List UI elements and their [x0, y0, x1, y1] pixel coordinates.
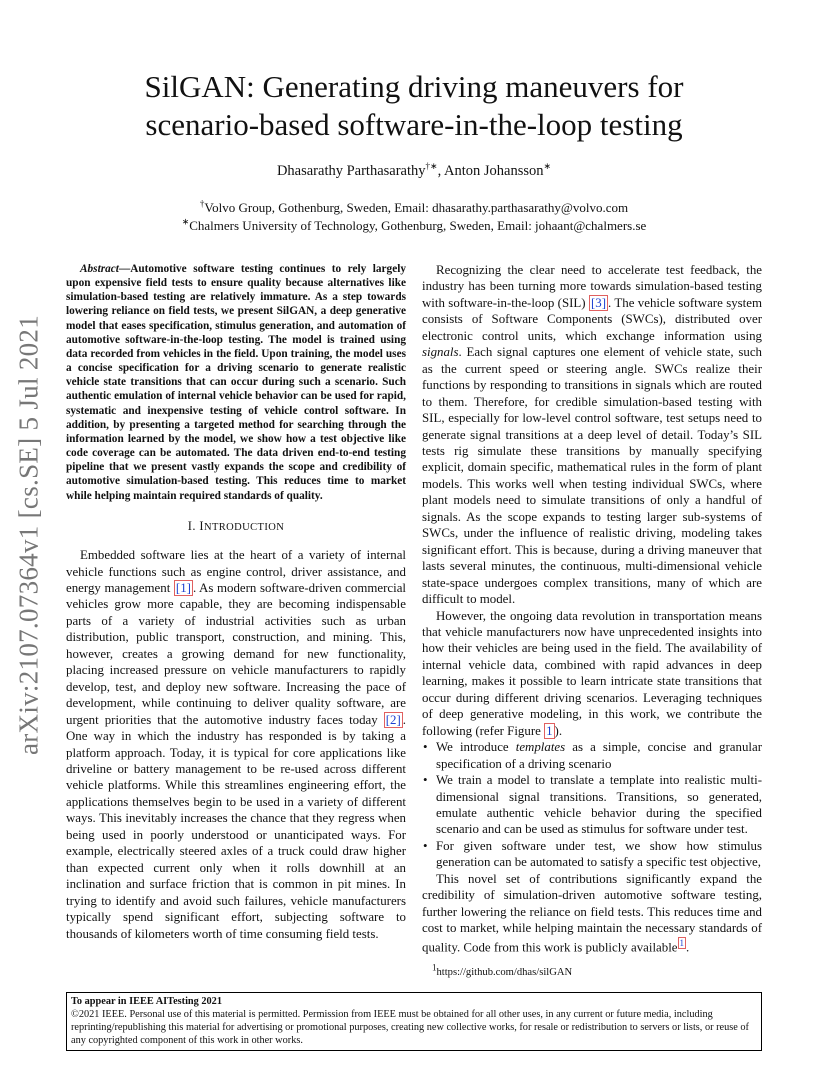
- left-column: [66, 262, 406, 942]
- list-item: [436, 739, 762, 772]
- aff1-mark: †: [199, 198, 205, 209]
- aff2-text: Chalmers University of Technology, Gothenburg, Sweden, Email: johaant@chalmers.se: [189, 218, 647, 233]
- list-item: • We train a model to translate a template into realistic multi-dimensional signal transitions. Transitions, so generated, emulate authentic vehicle behavior during the specified scenario and can be used as stimulus for software under test.: [436, 772, 762, 838]
- r1-text-a: Recognizing the clear need to accelerate test feedback, the industry has been turning more towards simulation-based testing with software-in-the-loop (SIL): [422, 263, 762, 310]
- paragraph-simulation: [422, 262, 762, 608]
- title-line-2: scenario-based software-in-the-loop testing: [145, 107, 683, 142]
- intro-text-c: . One way in which the industry has responded is by taking a platform approach. Today, it is typical for core applications like driveline or battery management to be re-used across different vehicle platforms. While this streamlines engineering effort, the applications themselves begin to be used in a variety of different ways. This inevitably increases the chance that they regress when being used in poorly understood or unanticipated ways. For example, electrically steered axles of a truck could draw higher than expected current only when it rolls downhill at an inclination and surface friction that is common in pit mines. In trying to identify and avoid such failures, vehicle manufacturers typically spend significant effort, subjecting software to thousands of kilometers worth of time consuming field tests.: [66, 712, 406, 941]
- citation-link[interactable]: [2]: [385, 712, 401, 727]
- intro-text-b: . As modern software-driven commercial vehicles grow more capable, they are becoming indispensable parts of a variety of industrial activities such as urban distribution, public transport, construction, and mining. This, however, creates a growing demand for new functionality, placing increased pressure on vehicle manufacturers to rapidly develop, test, and deploy new software. Increasing the pace of development, while continuing to deliver quality software, are urgent priorities that the automotive industry faces today: [66, 581, 406, 727]
- r1-text-b: . The vehicle software system consists of Software Components (SWCs), distributed over electronic control units, which exchange information using: [422, 295, 762, 343]
- author-2: , Anton Johansson: [437, 163, 544, 179]
- r2-text-b: ).: [554, 723, 563, 738]
- author-1: Dhasarathy Parthasarathy: [276, 163, 426, 179]
- r3-text-a: This novel set of contributions significantly expand the credibility of simulation-driven automotive software testing, further lowering the reliance on field tests. This reduces time and cost to market, while helping maintain the necessary standards of quality. Code from this work is publicly available: [422, 871, 762, 954]
- abstract-text: —Automotive software testing continues to rely largely upon expensive field tests to ensure quality because alternatives like simulation-based testing are relatively immature. As a step towards lowering reliance on field tests, we present SilGAN, a deep generative model that eases specification, stimulus generation, and automation of automotive software-in-the-loop testing. The model is trained using data recorded from vehicles in the field. Upon training, the model uses a concise specification for a driving scenario to generate realistic vehicle state transitions that can occur during such a scenario. Such authentic emulation of internal vehicle behavior can be used for rapid, systematic and inexpensive testing of vehicle control software. In addition, by presenting a targeted method for searching through the information learned by the model, we show how a test objective like code coverage can be automated. The data driven end-to-end testing pipeline that we present vastly expands the scope and credibility of automotive simulation-based testing. This reduces time to market while helping maintain required standards of quality.: [66, 263, 406, 502]
- section-heading-introduction: [66, 518, 406, 536]
- paper-title: [80, 68, 748, 144]
- list-item: • For given software under test, we show how stimulus generation can be automated to satisfy a specific test objective,: [436, 838, 762, 871]
- affiliation-1: [80, 199, 748, 217]
- r2-text-a: However, the ongoing data revolution in transportation means that vehicle manufacturers now have unprecedented insights into how their vehicles are being used in the field. The availability of internal vehicle data, combined with rapid advances in deep learning, makes it possible to learn intricate state transitions that occur during different driving scenarios. Leveraging techniques of deep generative modeling, in this work, we contribute the following (refer Figure: [422, 608, 762, 738]
- footnote: [422, 962, 762, 981]
- footnote-url[interactable]: https://github.com/dhas/silGAN: [436, 967, 573, 979]
- aff2-mark: ∗: [181, 216, 190, 227]
- r1-text-c: . Each signal captures one element of vehicle state, such as the current speed or steering angle. SWCs realize their functions by responding to transitions in signals which are routed to them. Therefore, for credible simulation-based testing with SIL, especially for low-level control software, test setups need to generate signal transitions at a deep level of detail. Today’s SIL tests rig simulate these transitions by manually specifying explicit, domain specific, mathematical rules in the form of plant models. This works well when testing individual SWCs, where plant models need to simulate transitions of only a handful of signals. As the scope expands to testing larger sub-systems of SWCs, under the influence of realistic driving, modeling takes significant effort. This is because, during a driving maneuver that lasts several minutes, the continuous, multi-dimensional vehicle state-space undergoes complex transitions, many of which are difficult to model.: [422, 345, 762, 607]
- intro-paragraph-1: [66, 547, 406, 942]
- citation-link[interactable]: [3]: [590, 295, 606, 310]
- templates-emphasis: templates: [515, 740, 566, 755]
- section-rest: NTRODUCTION: [203, 521, 285, 533]
- b1-text-b: as a simple, concise and granular specification of a driving scenario: [436, 740, 762, 771]
- notice-heading: To appear in IEEE AITesting 2021: [71, 996, 222, 1007]
- section-number: I.: [187, 518, 200, 533]
- copyright-notice: [66, 992, 762, 1051]
- figure-link[interactable]: 1: [546, 723, 553, 738]
- intro-text-a: Embedded software lies at the heart of a variety of internal vehicle functions such as engine control, driver assistance, and energy management: [66, 548, 406, 596]
- b1-text-a: We introduce: [436, 740, 516, 755]
- citation-link[interactable]: [1]: [175, 581, 191, 596]
- r3-text-b: .: [686, 939, 690, 954]
- title-line-1: SilGAN: Generating driving maneuvers for: [144, 69, 684, 104]
- author-1-marks: †∗: [425, 161, 438, 172]
- notice-body: ©2021 IEEE. Personal use of this material is permitted. Permission from IEEE must be obtained for all other uses, in any current or future media, including reprinting/republishing this material for advertising or promotional purposes, creating new collective works, for resale or redistribution to servers or lists, or reuse of any copyrighted component of this work in other works.: [71, 1009, 749, 1046]
- author-2-mark: ∗: [543, 161, 552, 172]
- abstract: [66, 262, 406, 503]
- abstract-label: Abstract: [80, 263, 119, 275]
- arxiv-id-text: arXiv:2107.07364v1 [cs.SE] 5 Jul 2021: [13, 314, 44, 756]
- signals-emphasis: signals: [422, 345, 459, 360]
- affiliations: [80, 199, 748, 235]
- footnote-mark: 1: [432, 962, 437, 973]
- aff1-text: Volvo Group, Gothenburg, Sweden, Email: dhasarathy.parthasarathy@volvo.com: [204, 200, 629, 215]
- contribution-list: [422, 739, 762, 871]
- section-first-letter: I: [199, 518, 204, 533]
- affiliation-2: [80, 217, 748, 235]
- paragraph-data-revolution: [422, 608, 762, 740]
- right-column: [422, 262, 762, 982]
- authors: [80, 163, 748, 180]
- arxiv-identifier: [12, 310, 46, 760]
- paragraph-novelty: [422, 871, 762, 956]
- footnote-link[interactable]: 1: [679, 937, 684, 948]
